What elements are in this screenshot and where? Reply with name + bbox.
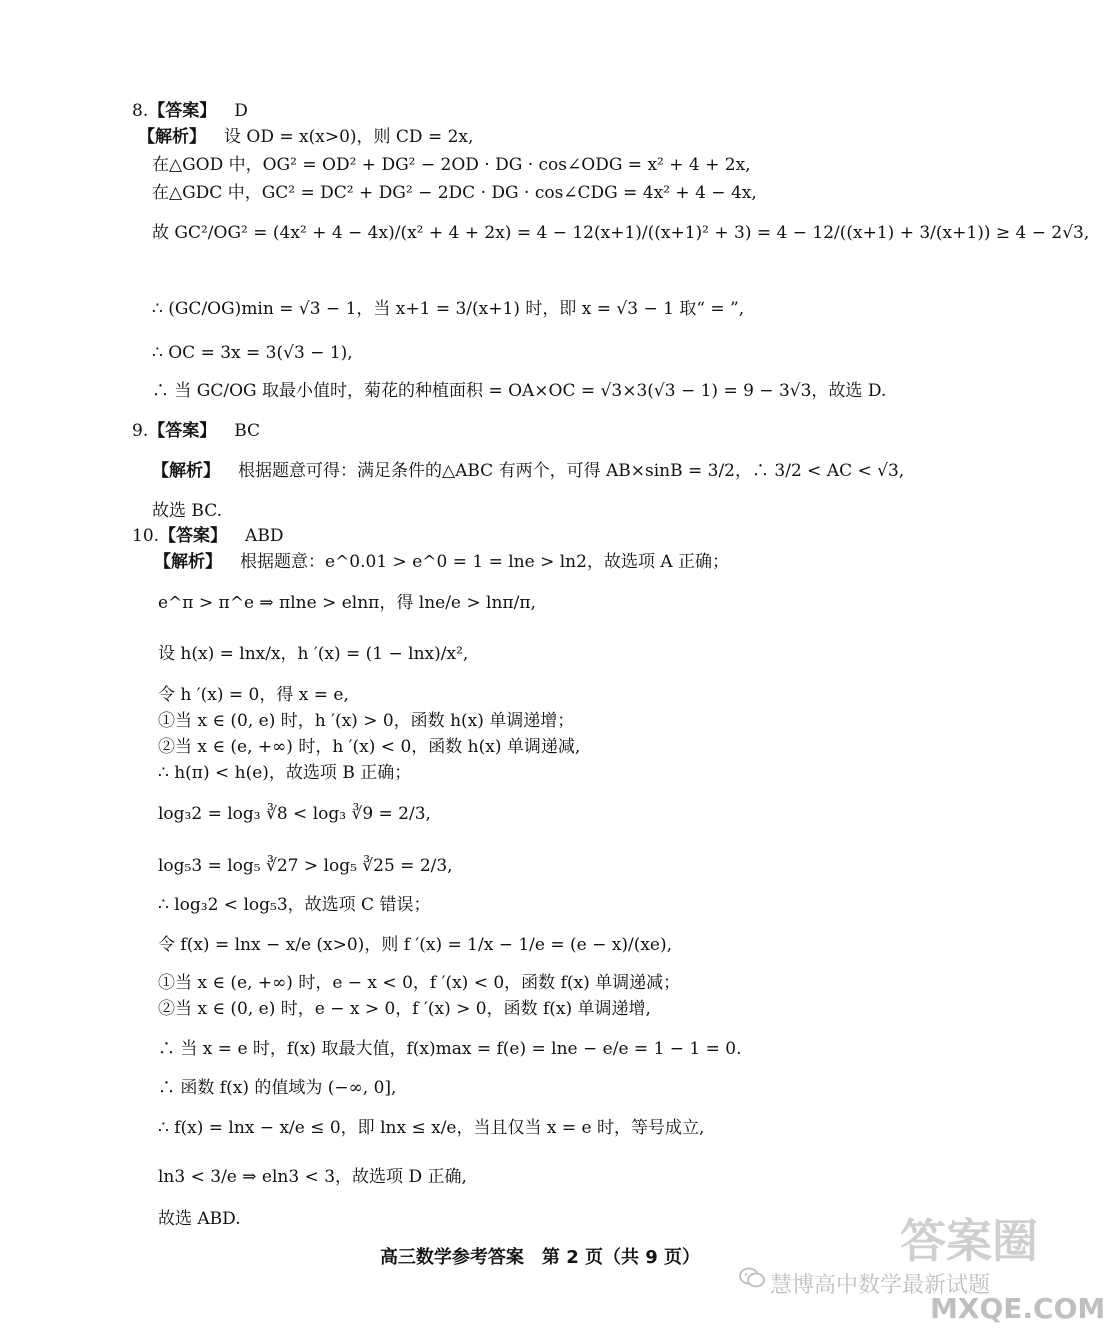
q8-analysis-tag: 【解析】 [138,127,206,147]
q10-line-2: 设 h(x) = lnx/x，h ′(x) = (1 − lnx)/x², [158,644,469,664]
q9-analysis-line [152,460,904,482]
q9-answer: BC [234,421,261,441]
q10-line-9: ∴ log₃2 < log₅3，故选项 C 错误； [158,895,431,915]
q8-answer: D [234,101,248,121]
watermark-site: MXQE.COM [930,1292,1105,1325]
q9-line-1: 故选 BC. [152,501,223,521]
q10-line-13: ∴ 当 x = e 时，f(x) 取最大值，f(x)max = f(e) = lne − e/e = 1 − 1 = 0. [158,1039,742,1059]
watermark-logo: 答案圈 [900,1214,1038,1268]
q10-line-15: ∴ f(x) = lnx − x/e ≤ 0，即 lnx ≤ x/e，当且仅当 x = e 时，等号成立, [158,1118,705,1138]
q10-line-8: log₅3 = log₅ ∛27 > log₅ ∛25 = 2/3, [158,856,453,876]
q9-answer-tag: 【答案】 [148,421,217,441]
q10-line-0: 根据题意：e^0.01 > e^0 = 1 = lne > ln2，故选项 A 正确； [240,552,730,572]
q10-line-17: 故选 ABD. [158,1209,241,1229]
q10-analysis-line [154,551,729,573]
q8-line-3: 故 GC²/OG² = (4x² + 4 − 4x)/(x² + 4 + 2x) = 4 − 12(x+1)/((x+1)² + 3) = 4 − 12/((x+1) + 3/(x+1)) ≥ 4 − 2√3, [152,223,1090,243]
q9-answer-line [132,420,260,442]
q10-line-14: ∴ 函数 f(x) 的值域为 (−∞, 0], [158,1078,397,1098]
q10-line-3: 令 h ′(x) = 0，得 x = e, [158,685,349,705]
q8-line-6: ∴ 当 GC/OG 取最小值时，菊花的种植面积 = OA×OC = √3×3(√3 − 1) = 9 − 3√3，故选 D. [152,381,887,401]
page-footer: 高三数学参考答案 第 2 页（共 9 页） [379,1247,701,1268]
wechat-icon [738,1266,766,1290]
q8-line-0: 设 OD = x(x>0)，则 CD = 2x, [224,127,474,147]
q8-answer-line [132,100,248,122]
q10-line-4: ①当 x ∈ (0, e) 时，h ′(x) > 0，函数 h(x) 单调递增； [158,711,575,731]
q8-line-1: 在△GOD 中，OG² = OD² + DG² − 2OD · DG · cos∠ODG = x² + 4 + 2x, [152,155,751,175]
q10-line-1: e^π > π^e ⇒ πlne > elnπ，得 lne/e > lnπ/π, [158,593,536,613]
q9-number: 9. [132,421,149,441]
q10-line-12: ②当 x ∈ (0, e) 时，e − x > 0，f ′(x) > 0，函数 f(x) 单调递增, [158,999,651,1019]
q8-answer-tag: 【答案】 [148,101,217,121]
q8-number: 8. [132,101,149,121]
q10-line-11: ①当 x ∈ (e, +∞) 时，e − x < 0，f ′(x) < 0，函数 f(x) 单调递减； [158,973,681,993]
q10-answer-line [132,525,283,547]
q10-line-10: 令 f(x) = lnx − x/e (x>0)，则 f ′(x) = 1/x − 1/e = (e − x)/(xe), [158,935,673,955]
q8-line-4: ∴ (GC/OG)min = √3 − 1，当 x+1 = 3/(x+1) 时，即 x = √3 − 1 取“ = ”, [152,299,745,319]
watermark-channel: 慧博高中数学最新试题 [770,1273,991,1298]
q8-analysis-line [138,126,473,148]
q9-analysis-tag: 【解析】 [152,461,220,481]
q10-answer-tag: 【答案】 [159,526,228,546]
q9-line-0: 根据题意可得：满足条件的△ABC 有两个，可得 AB×sinB = 3/2，∴ 3/2 < AC < √3, [238,461,905,481]
q10-analysis-tag: 【解析】 [154,552,222,572]
q8-line-5: ∴ OC = 3x = 3(√3 − 1), [152,343,353,363]
q10-line-5: ②当 x ∈ (e, +∞) 时，h ′(x) < 0，函数 h(x) 单调递减, [158,737,581,757]
q10-line-7: log₃2 = log₃ ∛8 < log₃ ∛9 = 2/3, [158,804,431,824]
q8-line-2: 在△GDC 中，GC² = DC² + DG² − 2DC · DG · cos∠CDG = 4x² + 4 − 4x, [152,183,757,203]
q10-line-6: ∴ h(π) < h(e)，故选项 B 正确； [158,763,412,783]
q10-answer: ABD [245,526,284,546]
q10-line-16: ln3 < 3/e ⇒ eln3 < 3，故选项 D 正确, [158,1167,467,1187]
q10-number: 10. [132,526,160,546]
